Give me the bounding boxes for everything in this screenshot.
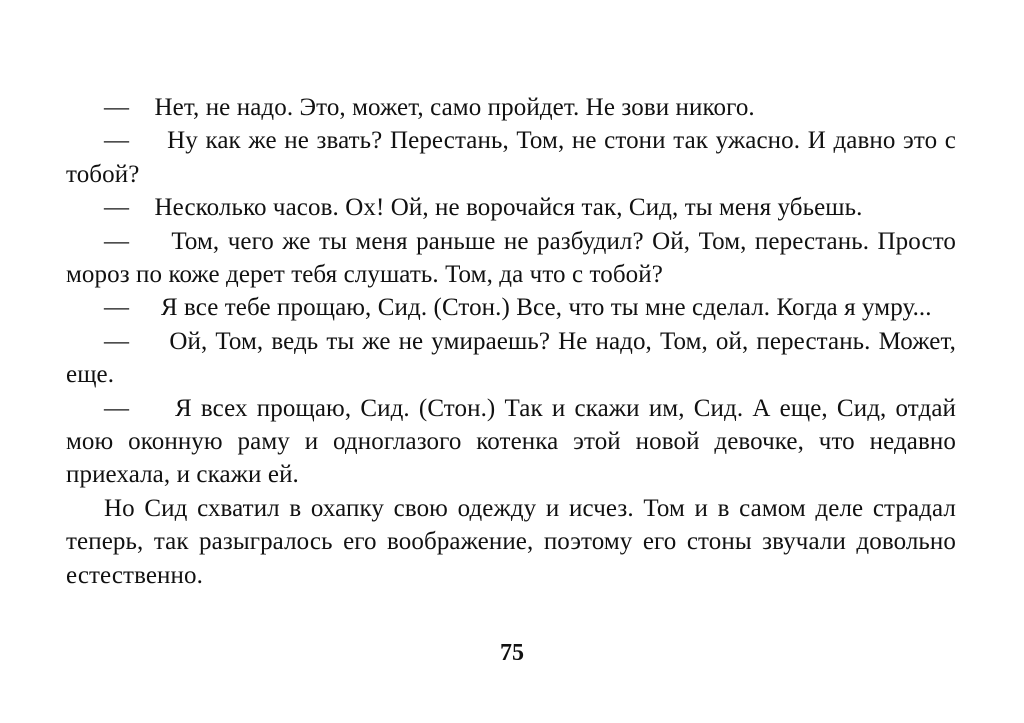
paragraph-6: — Ой, Том, ведь ты же не умираешь? Не надо, Том, ой, перестань. Может, еще. (66, 327, 956, 389)
paragraph-4: — Том, чего же ты меня раньше не разбудил? Ой, Том, перестань. Просто мороз по коже дерет тебя слушать. Том, да что с тобой? (66, 227, 956, 289)
paragraph-7: — Я всех прощаю, Сид. (Стон.) Так и скажи им, Сид. А еще, Сид, отдай мою оконную раму и одноглазого котенка этой новой девочке, что недавно приехала, и скажи ей. (66, 394, 956, 489)
paragraph-2: — Ну как же не звать? Перестань, Том, не стони так ужасно. И давно это с тобой? (66, 127, 956, 188)
paragraph-8: Но Сид схватил в охапку свою одежду и исчез. Том и в самом деле страдал теперь, так разыгралось его воображение, поэтому его стоны звучали довольно естественно. (66, 494, 956, 589)
paragraph-3: — Несколько часов. Ох! Ой, не ворочайся так, Сид, ты меня убьешь. (104, 194, 863, 222)
body-text (66, 91, 956, 592)
page-number: 75 (500, 640, 524, 666)
paragraph-5: — Я все тебе прощаю, Сид. (Стон.) Все, что ты мне сделал. Когда я умру... (104, 294, 932, 322)
paragraph-1: — Нет, не надо. Это, может, само пройдет. Не зови никого. (104, 94, 755, 121)
